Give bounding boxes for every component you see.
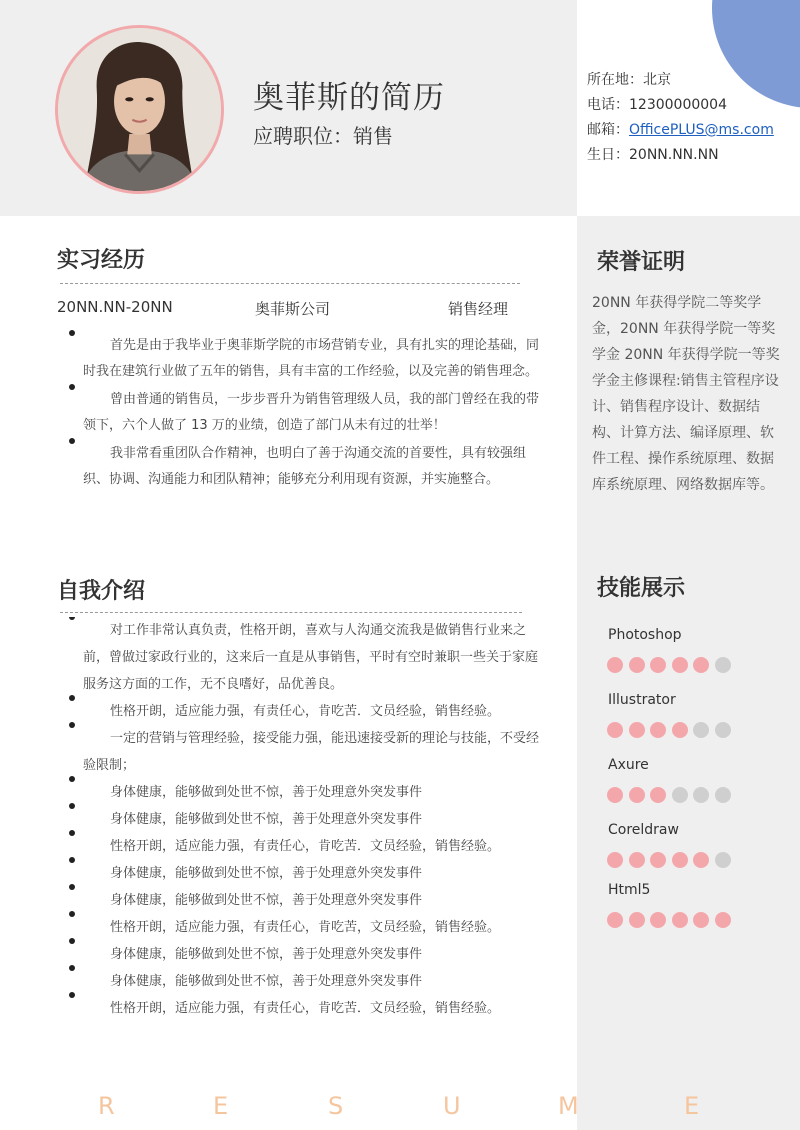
self-intro-item-text: 性格开朗，适应能力强，有责任心，肯吃苦．文员经验，销售经验。 <box>110 839 501 854</box>
skill-dot-filled <box>629 852 645 868</box>
skill-dot-filled <box>650 787 666 803</box>
footer-letter: U <box>443 1092 461 1120</box>
avatar-portrait-image <box>58 28 221 191</box>
contact-birthday: 生日：20NN.NN.NN <box>587 147 719 163</box>
self-intro-item <box>60 725 550 779</box>
skill-dot-filled <box>672 657 688 673</box>
bullet-icon <box>69 884 75 890</box>
skill-name: Illustrator <box>608 692 676 708</box>
skill-dot-filled <box>629 787 645 803</box>
footer-letter: S <box>328 1092 344 1120</box>
contact-email-label: 邮箱： <box>587 122 629 138</box>
bullet-icon <box>69 965 75 971</box>
self-intro-item <box>60 806 550 833</box>
skill-dot-filled <box>607 787 623 803</box>
skill-dot-filled <box>715 912 731 928</box>
skill-dot-filled <box>693 852 709 868</box>
skill-name: Html5 <box>608 882 651 898</box>
skill-dot-filled <box>629 722 645 738</box>
self-intro-item-text: 身体健康，能够做到处世不惊，善于处理意外突发事件 <box>110 947 423 962</box>
honors-text: 20NN 年获得学院二等奖学金，20NN 年获得学院一等奖学金 20NN 年获得学院一等奖学金主修课程:销售主管程序设计、销售程序设计、数据结构、计算方法、编译原理、软件工程、操作系统原理、数据库系统原理、网络数据库等。 <box>592 295 780 493</box>
internship-item <box>60 333 550 385</box>
self-intro-item-text: 对工作非常认真负责，性格开朗，喜欢与人沟通交流我是做销售行业来之前，曾做过家政行业的，这来后一直是从事销售，平时有空时兼职一些关于家庭服务这方面的工作，无不良嗜好，品优善良。 <box>83 623 539 692</box>
bullet-icon <box>69 330 75 336</box>
contact-location: 所在地：北京 <box>587 72 671 88</box>
footer-letter: M <box>558 1092 579 1120</box>
email-link[interactable]: OfficePLUS@ms.com <box>629 122 774 138</box>
skill-dot-empty <box>693 722 709 738</box>
skill-dot-empty <box>693 787 709 803</box>
skill-name: Axure <box>608 757 649 773</box>
skill-dot-filled <box>693 657 709 673</box>
self-intro-item <box>60 941 550 968</box>
bullet-icon <box>69 776 75 782</box>
honors-section-title: 荣誉证明 <box>597 250 686 275</box>
bullet-icon <box>69 830 75 836</box>
self-intro-item <box>60 833 550 860</box>
skill-name: Photoshop <box>608 627 682 643</box>
self-intro-item <box>60 860 550 887</box>
self-intro-item-text: 性格开朗，适应能力强，有责任心，肯吃苦．文员经验，销售经验。 <box>110 704 501 719</box>
bullet-icon <box>69 384 75 390</box>
bullet-icon <box>69 911 75 917</box>
skill-dot-empty <box>715 657 731 673</box>
skill-dot-filled <box>607 657 623 673</box>
bullet-icon <box>69 695 75 701</box>
internship-list <box>60 333 550 495</box>
footer-letter: R <box>98 1092 115 1120</box>
self-intro-section-title: 自我介绍 <box>57 579 146 604</box>
footer-letter: E <box>684 1092 700 1120</box>
skill-dot-filled <box>607 852 623 868</box>
internship-item <box>60 387 550 439</box>
self-intro-item-text: 性格开朗，适应能力强，有责任心，肯吃苦，文员经验，销售经验。 <box>110 920 501 935</box>
bullet-icon <box>69 857 75 863</box>
self-intro-item-text: 身体健康，能够做到处世不惊，善于处理意外突发事件 <box>110 974 423 989</box>
bullet-icon <box>69 438 75 444</box>
self-intro-clip <box>0 617 577 1034</box>
skills-section-title: 技能展示 <box>597 576 686 601</box>
self-intro-item-text: 身体健康，能够做到处世不惊，善于处理意外突发事件 <box>110 812 423 827</box>
internship-item-text: 我非常看重团队合作精神，也明白了善于沟通交流的首要性，具有较强组织、协调、沟通能力和团队精神；能够充分利用现有资源，并实施整合。 <box>83 446 527 487</box>
skill-dot-filled <box>672 912 688 928</box>
internship-role: 销售经理 <box>448 300 509 318</box>
internship-company: 奥菲斯公司 <box>255 300 331 318</box>
skill-dot-filled <box>650 657 666 673</box>
contact-info <box>587 68 774 168</box>
resume-title: 奥菲斯的简历 <box>253 80 445 116</box>
skill-dot-filled <box>650 852 666 868</box>
self-intro-item-text: 身体健康，能够做到处世不惊，善于处理意外突发事件 <box>110 893 423 908</box>
avatar <box>55 25 224 194</box>
skill-dot-filled <box>672 722 688 738</box>
bullet-icon <box>69 938 75 944</box>
bullet-icon <box>69 803 75 809</box>
self-intro-item <box>60 887 550 914</box>
bullet-icon <box>69 722 75 728</box>
bullet-icon <box>69 992 75 998</box>
footer-letter: E <box>213 1092 229 1120</box>
self-intro-item-text: 身体健康，能够做到处世不惊，善于处理意外突发事件 <box>110 785 423 800</box>
self-intro-divider <box>60 612 522 613</box>
skill-dot-filled <box>672 852 688 868</box>
skill-dot-empty <box>715 722 731 738</box>
internship-item-text: 曾由普通的销售员，一步步晋升为销售管理级人员，我的部门曾经在我的带领下，六个人做了 13 万的业绩，创造了部门从未有过的壮举！ <box>83 392 540 433</box>
skill-dot-filled <box>650 912 666 928</box>
skill-dot-filled <box>629 912 645 928</box>
internship-item-text: 首先是由于我毕业于奥菲斯学院的市场营销专业，具有扎实的理论基础，同时我在建筑行业做了五年的销售，具有丰富的工作经验，以及完善的销售理念。 <box>83 338 540 379</box>
internship-item <box>60 441 550 493</box>
self-intro-item <box>60 779 550 806</box>
self-intro-item <box>60 698 550 725</box>
internship-divider <box>60 283 520 284</box>
internship-section-title: 实习经历 <box>57 248 146 273</box>
skill-dot-empty <box>715 852 731 868</box>
self-intro-item <box>60 617 550 698</box>
contact-phone: 电话：12300000004 <box>587 97 727 113</box>
skill-dot-empty <box>715 787 731 803</box>
skill-dot-filled <box>607 912 623 928</box>
self-intro-item <box>60 995 550 1022</box>
internship-date: 20NN.NN-20NN <box>57 298 173 316</box>
skill-dot-filled <box>629 657 645 673</box>
self-intro-item-text: 身体健康，能够做到处世不惊，善于处理意外突发事件 <box>110 866 423 881</box>
skill-dot-filled <box>650 722 666 738</box>
self-intro-item-text: 性格开朗，适应能力强，有责任心，肯吃苦．文员经验，销售经验。 <box>110 1001 501 1016</box>
self-intro-item-text: 一定的营销与管理经验，接受能力强，能迅速接受新的理论与技能，不受经验限制； <box>83 731 540 773</box>
bullet-icon <box>69 617 75 620</box>
skill-dot-filled <box>693 912 709 928</box>
contact-email-row <box>587 118 774 143</box>
skill-name: Coreldraw <box>608 822 679 838</box>
skill-dot-empty <box>672 787 688 803</box>
job-position: 应聘职位：销售 <box>253 124 393 148</box>
self-intro-item <box>60 914 550 941</box>
self-intro-list <box>60 617 550 1022</box>
self-intro-item <box>60 968 550 995</box>
skill-dot-filled <box>607 722 623 738</box>
